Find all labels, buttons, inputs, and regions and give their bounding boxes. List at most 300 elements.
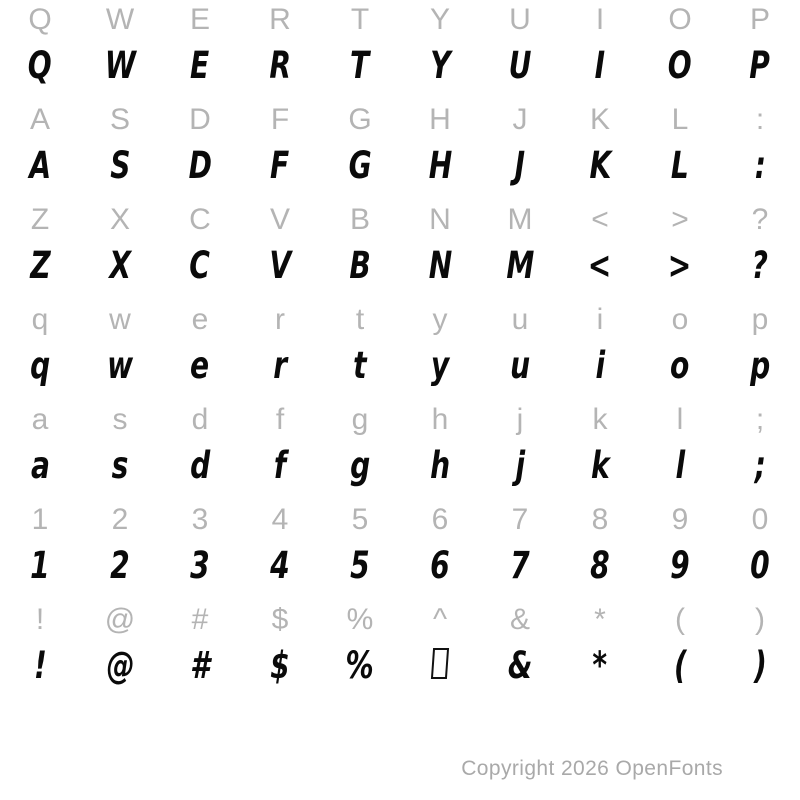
preview-glyph: F xyxy=(270,144,290,187)
preview-glyph: T xyxy=(350,44,370,87)
preview-glyph: Y xyxy=(429,44,451,87)
reference-glyph: a xyxy=(31,403,49,436)
preview-glyph: 6 xyxy=(430,544,450,587)
reference-glyph: K xyxy=(589,103,610,136)
reference-glyph-cell xyxy=(480,300,560,340)
reference-glyph: & xyxy=(509,603,530,636)
preview-glyph: H xyxy=(428,144,452,187)
character-row-pair xyxy=(0,300,800,400)
preview-glyph-cell xyxy=(160,44,240,87)
reference-glyph-cell xyxy=(640,0,720,40)
reference-glyph: ) xyxy=(755,603,765,636)
preview-glyph-cell xyxy=(560,44,640,87)
preview-glyph-cell xyxy=(0,344,80,387)
preview-glyph-cell xyxy=(320,444,400,487)
preview-row xyxy=(0,644,800,686)
reference-glyph: > xyxy=(671,203,689,236)
reference-glyph: S xyxy=(109,103,130,136)
reference-glyph-cell xyxy=(720,300,800,340)
preview-glyph-cell xyxy=(560,344,640,387)
reference-glyph-cell xyxy=(320,100,400,140)
preview-glyph: B xyxy=(349,244,371,287)
reference-glyph-cell xyxy=(320,500,400,540)
reference-glyph: V xyxy=(269,203,290,236)
preview-glyph: $ xyxy=(270,644,290,687)
reference-glyph-cell xyxy=(640,300,720,340)
character-row-pair xyxy=(0,200,800,300)
preview-glyph: L xyxy=(671,144,689,187)
preview-glyph-cell xyxy=(720,644,800,687)
preview-glyph: Q xyxy=(28,44,52,87)
reference-glyph-cell xyxy=(0,100,80,140)
reference-glyph-cell xyxy=(80,0,160,40)
reference-glyph: 3 xyxy=(191,503,209,536)
preview-glyph-cell xyxy=(400,344,480,387)
preview-glyph-cell xyxy=(240,244,320,287)
preview-glyph: f xyxy=(273,444,287,487)
preview-glyph-cell xyxy=(640,444,720,487)
reference-glyph-cell xyxy=(0,0,80,40)
preview-glyph-cell xyxy=(720,244,800,287)
reference-glyph: % xyxy=(346,603,374,636)
reference-glyph: M xyxy=(507,203,533,236)
reference-glyph-cell xyxy=(320,300,400,340)
reference-glyph-cell xyxy=(400,300,480,340)
reference-glyph-cell xyxy=(720,500,800,540)
preview-glyph: P xyxy=(749,44,771,87)
preview-glyph: y xyxy=(430,344,450,387)
character-row-pair xyxy=(0,100,800,200)
preview-glyph-cell xyxy=(640,644,720,687)
preview-glyph: O xyxy=(668,44,692,87)
preview-glyph-cell xyxy=(240,544,320,587)
reference-glyph: U xyxy=(509,3,531,36)
reference-glyph: F xyxy=(270,103,290,136)
preview-glyph-cell xyxy=(480,644,560,687)
preview-glyph-cell xyxy=(0,444,80,487)
reference-glyph: L xyxy=(671,103,689,136)
preview-glyph: u xyxy=(509,344,531,387)
reference-glyph: 7 xyxy=(511,503,529,536)
preview-glyph: e xyxy=(190,344,210,387)
preview-row xyxy=(0,244,800,286)
reference-glyph: 9 xyxy=(671,503,689,536)
preview-glyph-cell xyxy=(400,444,480,487)
preview-glyph: K xyxy=(589,144,611,187)
preview-glyph: 4 xyxy=(270,544,290,587)
reference-glyph-cell xyxy=(240,200,320,240)
reference-row xyxy=(0,500,800,540)
preview-glyph-cell xyxy=(80,544,160,587)
reference-glyph-cell xyxy=(560,300,640,340)
preview-glyph-cell xyxy=(480,144,560,187)
preview-glyph: & xyxy=(507,644,533,687)
preview-glyph: @ xyxy=(105,644,135,687)
preview-glyph: I xyxy=(594,44,606,87)
reference-glyph: N xyxy=(429,203,451,236)
preview-glyph: 9 xyxy=(670,544,690,587)
preview-glyph: t xyxy=(353,344,367,387)
preview-glyph: ) xyxy=(753,644,767,687)
preview-glyph: V xyxy=(269,244,291,287)
preview-glyph-cell xyxy=(640,344,720,387)
preview-glyph: q xyxy=(29,344,51,387)
reference-glyph-cell xyxy=(240,0,320,40)
reference-glyph-cell xyxy=(320,400,400,440)
reference-row xyxy=(0,100,800,140)
preview-glyph: G xyxy=(348,144,372,187)
character-row-pair xyxy=(0,600,800,700)
reference-glyph-cell xyxy=(640,600,720,640)
preview-glyph: W xyxy=(104,44,136,87)
preview-glyph: D xyxy=(188,144,212,187)
preview-glyph-cell xyxy=(480,344,560,387)
reference-glyph-cell xyxy=(720,100,800,140)
preview-glyph: U xyxy=(508,44,532,87)
reference-glyph-cell xyxy=(720,200,800,240)
preview-glyph-cell xyxy=(320,44,400,87)
reference-glyph-cell xyxy=(480,600,560,640)
preview-glyph-cell xyxy=(400,544,480,587)
preview-glyph-cell xyxy=(0,144,80,187)
preview-glyph-cell xyxy=(640,144,720,187)
reference-glyph-cell xyxy=(640,100,720,140)
reference-glyph: f xyxy=(275,403,285,436)
reference-glyph: ( xyxy=(675,603,685,636)
reference-glyph: B xyxy=(349,203,370,236)
preview-glyph-cell xyxy=(720,44,800,87)
preview-glyph-cell xyxy=(640,44,720,87)
preview-glyph-cell xyxy=(560,444,640,487)
preview-glyph: M xyxy=(505,244,534,287)
reference-glyph: o xyxy=(671,303,689,336)
reference-glyph: 0 xyxy=(751,503,769,536)
preview-glyph: C xyxy=(189,244,211,287)
reference-glyph: 1 xyxy=(31,503,49,536)
reference-glyph-cell xyxy=(0,200,80,240)
reference-glyph: 2 xyxy=(111,503,129,536)
preview-glyph-cell xyxy=(160,444,240,487)
reference-glyph-cell xyxy=(240,400,320,440)
preview-glyph: g xyxy=(349,444,371,487)
preview-glyph-cell xyxy=(560,644,640,687)
character-row-pair xyxy=(0,500,800,600)
preview-row xyxy=(0,344,800,386)
preview-glyph: 5 xyxy=(350,544,370,587)
preview-glyph-cell xyxy=(80,244,160,287)
preview-glyph: w xyxy=(107,344,133,387)
preview-glyph-cell xyxy=(720,344,800,387)
reference-row xyxy=(0,200,800,240)
reference-glyph: p xyxy=(751,303,769,336)
reference-glyph-cell xyxy=(480,500,560,540)
preview-glyph: 0 xyxy=(750,544,770,587)
preview-glyph: ; xyxy=(754,444,766,487)
preview-glyph-cell xyxy=(320,544,400,587)
preview-glyph: 2 xyxy=(110,544,130,587)
preview-glyph-cell xyxy=(160,344,240,387)
preview-glyph-cell xyxy=(0,644,80,687)
reference-glyph-cell xyxy=(320,600,400,640)
reference-row xyxy=(0,600,800,640)
reference-glyph-cell xyxy=(160,300,240,340)
reference-glyph-cell xyxy=(240,300,320,340)
preview-glyph-cell xyxy=(160,644,240,687)
copyright-watermark: Copyright 2026 OpenFonts xyxy=(461,757,723,780)
reference-glyph: R xyxy=(269,3,291,36)
preview-glyph-cell xyxy=(640,544,720,587)
preview-glyph: > xyxy=(668,244,692,287)
reference-glyph: H xyxy=(429,103,451,136)
reference-glyph-cell xyxy=(480,0,560,40)
preview-glyph-cell xyxy=(240,144,320,187)
reference-glyph-cell xyxy=(480,100,560,140)
preview-glyph: i xyxy=(595,344,605,387)
preview-glyph-cell xyxy=(320,244,400,287)
reference-glyph: C xyxy=(189,203,211,236)
preview-glyph-cell xyxy=(80,144,160,187)
reference-glyph: J xyxy=(512,103,528,136)
preview-glyph: ! xyxy=(33,644,47,687)
reference-glyph-cell xyxy=(80,100,160,140)
preview-glyph: S xyxy=(109,144,131,187)
reference-glyph-cell xyxy=(240,500,320,540)
preview-glyph-cell xyxy=(400,44,480,87)
preview-glyph: % xyxy=(345,644,375,687)
preview-glyph-cell xyxy=(720,544,800,587)
preview-glyph: X xyxy=(109,244,131,287)
preview-glyph: k xyxy=(590,444,610,487)
reference-glyph: k xyxy=(592,403,608,436)
reference-glyph-cell xyxy=(0,500,80,540)
reference-glyph: 5 xyxy=(351,503,369,536)
reference-glyph-cell xyxy=(0,300,80,340)
reference-glyph: D xyxy=(189,103,211,136)
reference-glyph-cell xyxy=(160,200,240,240)
preview-glyph: # xyxy=(190,644,210,687)
reference-glyph-cell xyxy=(720,600,800,640)
preview-glyph: A xyxy=(29,144,51,187)
preview-row xyxy=(0,144,800,186)
reference-glyph: Q xyxy=(28,3,52,36)
reference-row xyxy=(0,400,800,440)
reference-glyph: i xyxy=(596,303,604,336)
preview-glyph-cell xyxy=(720,144,800,187)
reference-glyph: y xyxy=(432,303,448,336)
reference-glyph-cell xyxy=(320,0,400,40)
preview-glyph-cell xyxy=(80,444,160,487)
reference-glyph-cell xyxy=(400,500,480,540)
reference-glyph: w xyxy=(109,303,131,336)
reference-glyph-cell xyxy=(560,200,640,240)
preview-glyph: ? xyxy=(751,244,769,287)
reference-glyph: 6 xyxy=(431,503,449,536)
reference-glyph: $ xyxy=(271,603,289,636)
preview-glyph-cell xyxy=(560,244,640,287)
preview-glyph-cell xyxy=(80,44,160,87)
reference-glyph: # xyxy=(191,603,209,636)
preview-glyph-cell xyxy=(320,644,400,687)
preview-row xyxy=(0,444,800,486)
reference-glyph-cell xyxy=(80,200,160,240)
preview-glyph: < xyxy=(588,244,612,287)
preview-glyph-cell xyxy=(240,444,320,487)
reference-glyph: P xyxy=(749,3,770,36)
preview-glyph-cell xyxy=(0,544,80,587)
preview-glyph-cell xyxy=(400,644,480,687)
reference-glyph: @ xyxy=(104,603,136,636)
preview-glyph-cell xyxy=(0,44,80,87)
preview-glyph: h xyxy=(429,444,451,487)
reference-glyph-cell xyxy=(0,600,80,640)
preview-glyph-cell xyxy=(400,144,480,187)
preview-glyph: E xyxy=(190,44,210,87)
reference-glyph-cell xyxy=(160,100,240,140)
reference-glyph-cell xyxy=(560,0,640,40)
reference-glyph: W xyxy=(105,3,135,36)
reference-glyph: ? xyxy=(751,203,769,236)
reference-glyph: T xyxy=(350,3,370,36)
reference-glyph: ! xyxy=(35,603,45,636)
preview-glyph: N xyxy=(428,244,452,287)
reference-glyph-cell xyxy=(480,400,560,440)
reference-glyph: 8 xyxy=(591,503,609,536)
reference-row xyxy=(0,0,800,40)
preview-glyph: s xyxy=(111,444,129,487)
reference-glyph-cell xyxy=(160,400,240,440)
preview-glyph-cell xyxy=(0,244,80,287)
preview-glyph: 8 xyxy=(590,544,610,587)
reference-glyph-cell xyxy=(80,500,160,540)
reference-glyph-cell xyxy=(320,200,400,240)
reference-glyph-cell xyxy=(640,500,720,540)
preview-glyph: o xyxy=(670,344,690,387)
reference-glyph: Z xyxy=(30,203,50,236)
reference-glyph-cell xyxy=(480,200,560,240)
reference-glyph: g xyxy=(351,403,369,436)
reference-glyph: 4 xyxy=(271,503,289,536)
preview-glyph: : xyxy=(754,144,766,187)
reference-glyph-cell xyxy=(560,400,640,440)
preview-glyph-cell xyxy=(240,44,320,87)
reference-glyph: t xyxy=(355,303,365,336)
reference-glyph: h xyxy=(431,403,449,436)
preview-glyph-cell xyxy=(480,44,560,87)
preview-glyph: p xyxy=(749,344,771,387)
preview-glyph-cell xyxy=(560,144,640,187)
reference-glyph: r xyxy=(275,303,285,336)
missing-glyph-box xyxy=(431,648,449,679)
reference-glyph: j xyxy=(516,403,524,436)
reference-glyph: A xyxy=(29,103,50,136)
preview-glyph-cell xyxy=(160,144,240,187)
preview-glyph: d xyxy=(189,444,211,487)
preview-glyph: 3 xyxy=(190,544,210,587)
reference-glyph-cell xyxy=(560,100,640,140)
reference-glyph-cell xyxy=(640,200,720,240)
preview-row xyxy=(0,44,800,86)
reference-glyph-cell xyxy=(720,0,800,40)
reference-glyph: Y xyxy=(429,3,450,36)
reference-glyph-cell xyxy=(400,600,480,640)
reference-glyph: < xyxy=(591,203,609,236)
preview-glyph: r xyxy=(273,344,287,387)
reference-glyph: l xyxy=(676,403,684,436)
reference-glyph: d xyxy=(191,403,209,436)
character-row-pair xyxy=(0,400,800,500)
reference-glyph: X xyxy=(109,203,130,236)
reference-glyph: I xyxy=(595,3,605,36)
preview-glyph: a xyxy=(30,444,50,487)
reference-glyph-cell xyxy=(240,100,320,140)
reference-glyph-cell xyxy=(160,0,240,40)
character-row-pair xyxy=(0,0,800,100)
preview-glyph-cell xyxy=(400,244,480,287)
reference-glyph: ; xyxy=(755,403,765,436)
preview-glyph: ( xyxy=(673,644,687,687)
preview-glyph-cell xyxy=(320,344,400,387)
preview-glyph-cell xyxy=(480,244,560,287)
reference-glyph: G xyxy=(348,103,372,136)
reference-glyph: * xyxy=(594,603,606,636)
preview-glyph-cell xyxy=(160,244,240,287)
reference-glyph-cell xyxy=(80,600,160,640)
reference-glyph: q xyxy=(31,303,49,336)
reference-glyph-cell xyxy=(160,600,240,640)
reference-glyph: : xyxy=(755,103,765,136)
reference-glyph-cell xyxy=(80,400,160,440)
reference-glyph-cell xyxy=(720,400,800,440)
preview-glyph-cell xyxy=(240,644,320,687)
preview-glyph-cell xyxy=(160,544,240,587)
reference-glyph-cell xyxy=(640,400,720,440)
reference-glyph-cell xyxy=(400,100,480,140)
preview-glyph-cell xyxy=(80,644,160,687)
preview-glyph-cell xyxy=(560,544,640,587)
preview-glyph-cell xyxy=(480,544,560,587)
preview-glyph: l xyxy=(675,444,685,487)
reference-glyph-cell xyxy=(560,600,640,640)
reference-glyph-cell xyxy=(400,0,480,40)
preview-glyph: Z xyxy=(29,244,51,287)
reference-glyph-cell xyxy=(400,400,480,440)
preview-glyph: J xyxy=(514,144,526,187)
reference-row xyxy=(0,300,800,340)
reference-glyph: u xyxy=(511,303,529,336)
preview-glyph: R xyxy=(269,44,291,87)
reference-glyph: ^ xyxy=(432,603,448,636)
reference-glyph: E xyxy=(189,3,210,36)
preview-glyph: 7 xyxy=(510,544,530,587)
preview-glyph-cell xyxy=(640,244,720,287)
reference-glyph: O xyxy=(668,3,692,36)
preview-glyph: 1 xyxy=(30,544,50,587)
preview-glyph-cell xyxy=(480,444,560,487)
preview-glyph: * xyxy=(592,644,608,687)
preview-glyph: j xyxy=(515,444,525,487)
preview-glyph-cell xyxy=(240,344,320,387)
preview-glyph-cell xyxy=(720,444,800,487)
reference-glyph-cell xyxy=(0,400,80,440)
reference-glyph-cell xyxy=(560,500,640,540)
reference-glyph: e xyxy=(191,303,209,336)
reference-glyph-cell xyxy=(160,500,240,540)
preview-glyph-cell xyxy=(80,344,160,387)
reference-glyph-cell xyxy=(240,600,320,640)
reference-glyph: s xyxy=(112,403,128,436)
reference-glyph-cell xyxy=(80,300,160,340)
reference-glyph-cell xyxy=(400,200,480,240)
